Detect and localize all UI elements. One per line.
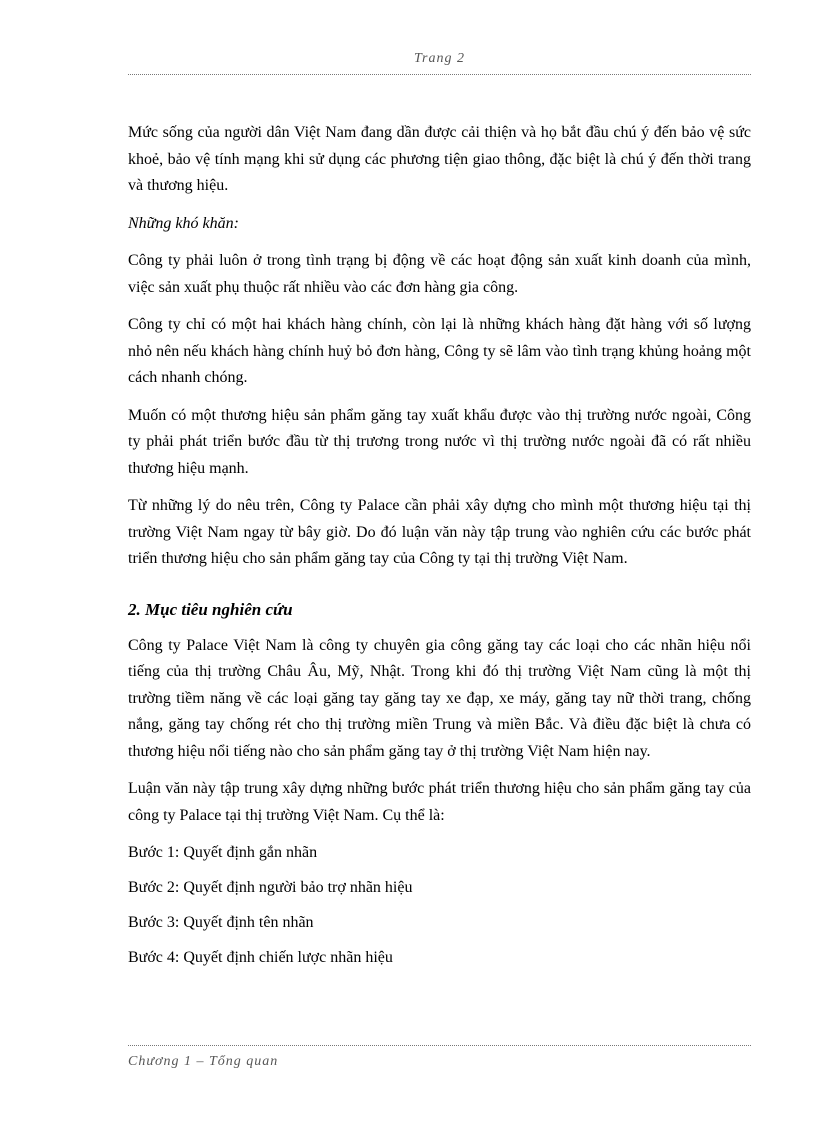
page-footer xyxy=(128,1045,751,1070)
step-item-4: Bước 4: Quyết định chiến lược nhãn hiệu xyxy=(128,949,393,966)
difficulty-paragraph-1: Công ty phải luôn ở trong tình trạng bị động về các hoạt động sản xuất kinh doanh của mình, việc sản xuất phụ thuộc rất nhiều vào các đơn hàng gia công. xyxy=(128,252,751,296)
difficulty-paragraph-3: Muốn có một thương hiệu sản phẩm găng tay xuất khẩu được vào thị trường nước ngoài, Công ty phải phát triển bước đầu từ thị trương trong nước vì thị trường nước ngoài đã có rất nhiều thương hiệu mạnh. xyxy=(128,406,751,477)
page-number-label: Trang 2 xyxy=(414,51,465,66)
difficulties-label: Những khó khăn: xyxy=(128,214,239,232)
step-item-2: Bước 2: Quyết định người bảo trợ nhãn hiệu xyxy=(128,879,413,896)
intro-paragraph: Mức sống của người dân Việt Nam đang dần được cải thiện và họ bắt đầu chú ý đến bảo vệ sức khoẻ, bảo vệ tính mạng khi sử dụng các phương tiện giao thông, đặc biệt là chú ý đến thời trang và thương hiệu. xyxy=(128,124,751,194)
chapter-label: Chương 1 – Tổng quan xyxy=(128,1054,279,1069)
section-paragraph-2: Luận văn này tập trung xây dựng những bước phát triển thương hiệu cho sản phẩm găng tay của công ty Palace tại thị trường Việt Nam. Cụ thể là: xyxy=(128,780,751,824)
step-item-3: Bước 3: Quyết định tên nhãn xyxy=(128,914,314,931)
document-body xyxy=(128,120,751,980)
footer-divider xyxy=(128,1045,751,1046)
header-divider xyxy=(128,74,751,75)
page-header xyxy=(128,48,751,75)
conclusion-paragraph: Từ những lý do nêu trên, Công ty Palace cần phải xây dựng cho mình một thương hiệu tại thị trường Việt Nam ngay từ bây giờ. Do đó luận văn này tập trung vào nghiên cứu các bước phát triển thương hiệu cho sản phẩm găng tay của Công ty tại thị trường Việt Nam. xyxy=(128,497,751,567)
difficulty-paragraph-2: Công ty chỉ có một hai khách hàng chính, còn lại là những khách hàng đặt hàng với số lượng nhỏ nên nếu khách hàng chính huỷ bỏ đơn hàng, Công ty sẽ lâm vào tình trạng khủng hoảng một cách nhanh chóng. xyxy=(128,316,751,386)
step-item-1: Bước 1: Quyết định gắn nhãn xyxy=(128,844,318,861)
section-heading: 2. Mục tiêu nghiên cứu xyxy=(128,599,293,619)
section-paragraph-1: Công ty Palace Việt Nam là công ty chuyên gia công găng tay các loại cho các nhãn hiệu nổi tiếng của thị trường Châu Âu, Mỹ, Nhật. Trong khi đó thị trường Việt Nam cũng là một thị trường tiềm năng về các loại găng tay găng tay xe đạp, xe máy, găng tay nữ thời trang, chống nắng, găng tay chống rét cho thị trường miền Trung và miền Bắc. Và điều đặc biệt là chưa có thương hiệu nổi tiếng nào cho sản phẩm găng tay ở thị trường Việt Nam hiện nay. xyxy=(128,636,751,760)
